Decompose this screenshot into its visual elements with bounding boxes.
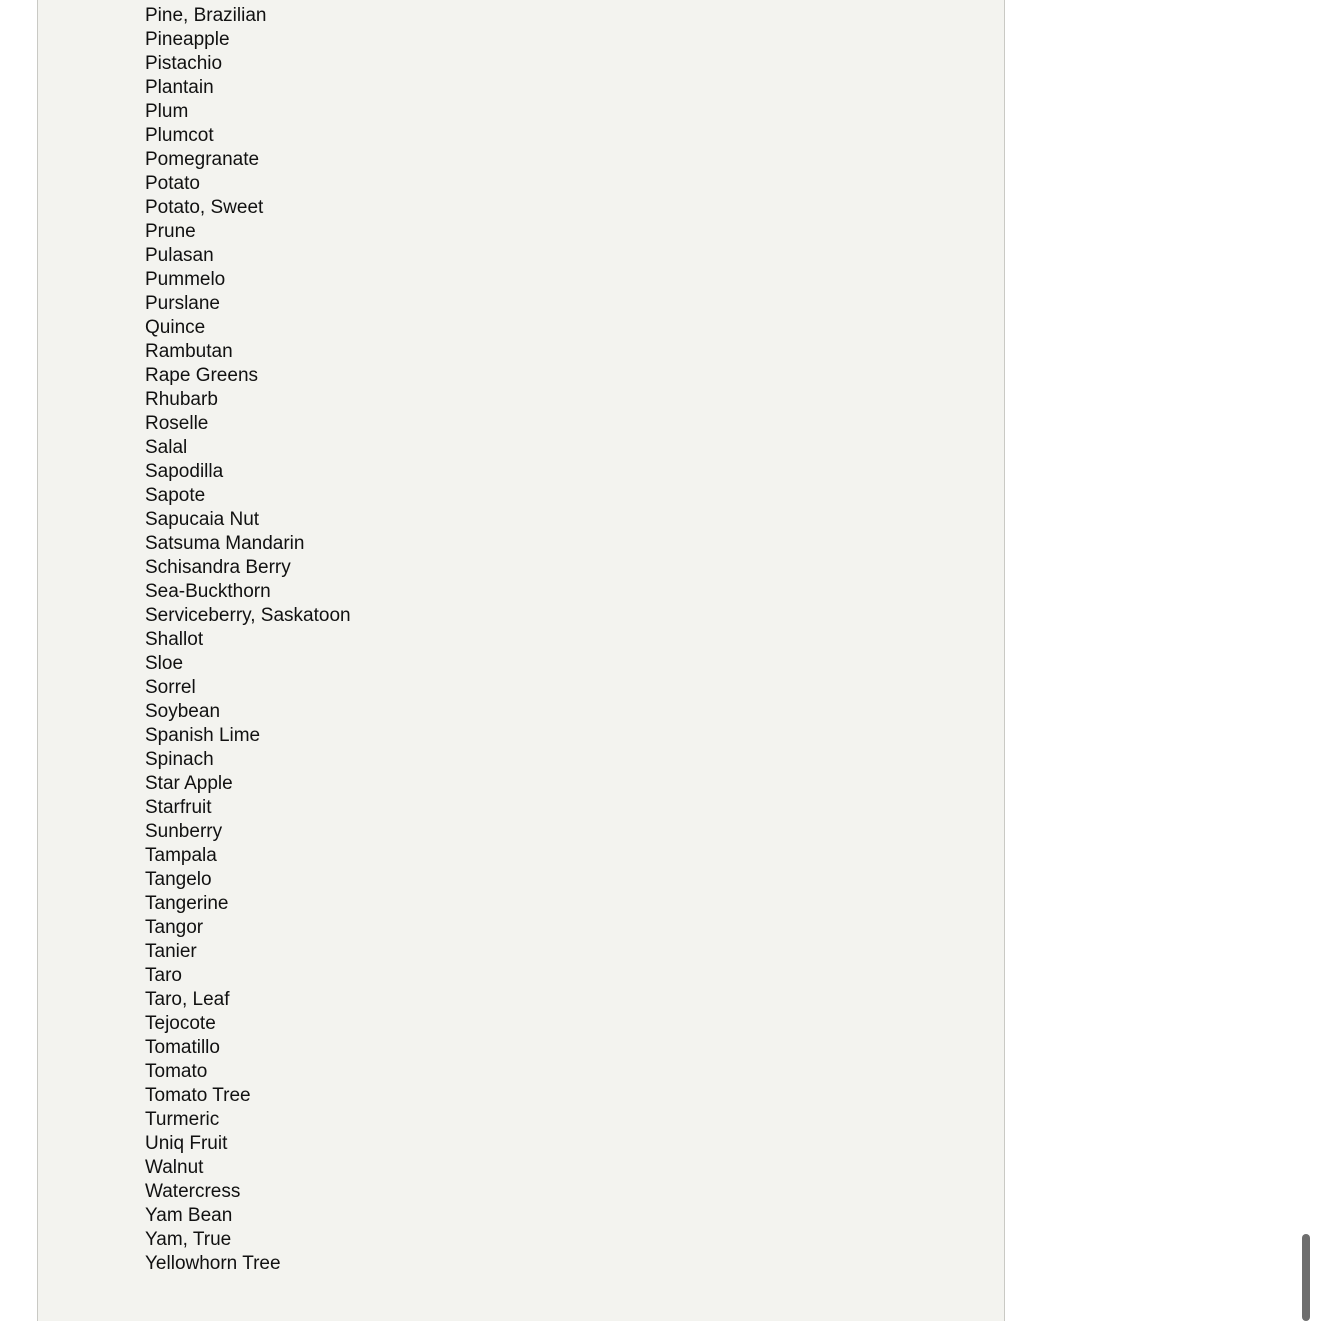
scrollbar-thumb[interactable] bbox=[1302, 1234, 1310, 1321]
list-item: Quince bbox=[145, 317, 206, 338]
list-item: Walnut bbox=[145, 1157, 204, 1178]
list-item: Potato bbox=[145, 173, 200, 194]
list-item: Plumcot bbox=[145, 125, 214, 146]
list-item: Satsuma Mandarin bbox=[145, 533, 305, 554]
list-item: Tomato bbox=[145, 1061, 208, 1082]
list-item: Schisandra Berry bbox=[145, 557, 291, 578]
list-item: Shallot bbox=[145, 629, 204, 650]
list-item: Pineapple bbox=[145, 29, 230, 50]
list-item: Uniq Fruit bbox=[145, 1133, 228, 1154]
list-item: Pummelo bbox=[145, 269, 226, 290]
list-item: Spinach bbox=[145, 749, 214, 770]
list-item: Purslane bbox=[145, 293, 220, 314]
list-item: Soybean bbox=[145, 701, 221, 722]
list-item: Yam, True bbox=[145, 1229, 232, 1250]
list-item: Pistachio bbox=[145, 53, 223, 74]
list-item: Salal bbox=[145, 437, 188, 458]
list-item: Pomegranate bbox=[145, 149, 260, 170]
list-item: Sunberry bbox=[145, 821, 223, 842]
list-item: Sloe bbox=[145, 653, 184, 674]
list-item: Star Apple bbox=[145, 773, 233, 794]
list-item: Rambutan bbox=[145, 341, 233, 362]
list-item: Yellowhorn Tree bbox=[145, 1253, 281, 1274]
list-item: Tomatillo bbox=[145, 1037, 220, 1058]
list-item: Prune bbox=[145, 221, 196, 242]
list-item: Tomato Tree bbox=[145, 1085, 251, 1106]
list-item: Tangor bbox=[145, 917, 204, 938]
list-item: Plantain bbox=[145, 77, 214, 98]
list-item: Rape Greens bbox=[145, 365, 259, 386]
list-item: Watercress bbox=[145, 1181, 241, 1202]
list-item: Taro, Leaf bbox=[145, 989, 230, 1010]
list-item: Starfruit bbox=[145, 797, 212, 818]
list-item: Potato, Sweet bbox=[145, 197, 264, 218]
list-item: Sapodilla bbox=[145, 461, 224, 482]
list-item: Yam Bean bbox=[145, 1205, 233, 1226]
list-item: Spanish Lime bbox=[145, 725, 261, 746]
list-item: Pine, Brazilian bbox=[145, 5, 267, 26]
list-item: Rhubarb bbox=[145, 389, 218, 410]
list-item: Taro bbox=[145, 965, 182, 986]
list-item: Pulasan bbox=[145, 245, 214, 266]
produce-list bbox=[145, 4, 351, 1276]
content-panel bbox=[37, 0, 1005, 1321]
list-item: Tampala bbox=[145, 845, 217, 866]
list-item: Sea-Buckthorn bbox=[145, 581, 271, 602]
list-item: Roselle bbox=[145, 413, 209, 434]
list-item: Serviceberry, Saskatoon bbox=[145, 605, 351, 626]
list-item: Tejocote bbox=[145, 1013, 216, 1034]
list-item: Sorrel bbox=[145, 677, 196, 698]
list-item: Turmeric bbox=[145, 1109, 220, 1130]
list-item: Tanier bbox=[145, 941, 197, 962]
list-item: Tangerine bbox=[145, 893, 229, 914]
list-item: Tangelo bbox=[145, 869, 212, 890]
vertical-scrollbar[interactable] bbox=[1298, 0, 1312, 1321]
list-item: Sapucaia Nut bbox=[145, 509, 260, 530]
list-item: Plum bbox=[145, 101, 189, 122]
list-item: Sapote bbox=[145, 485, 206, 506]
